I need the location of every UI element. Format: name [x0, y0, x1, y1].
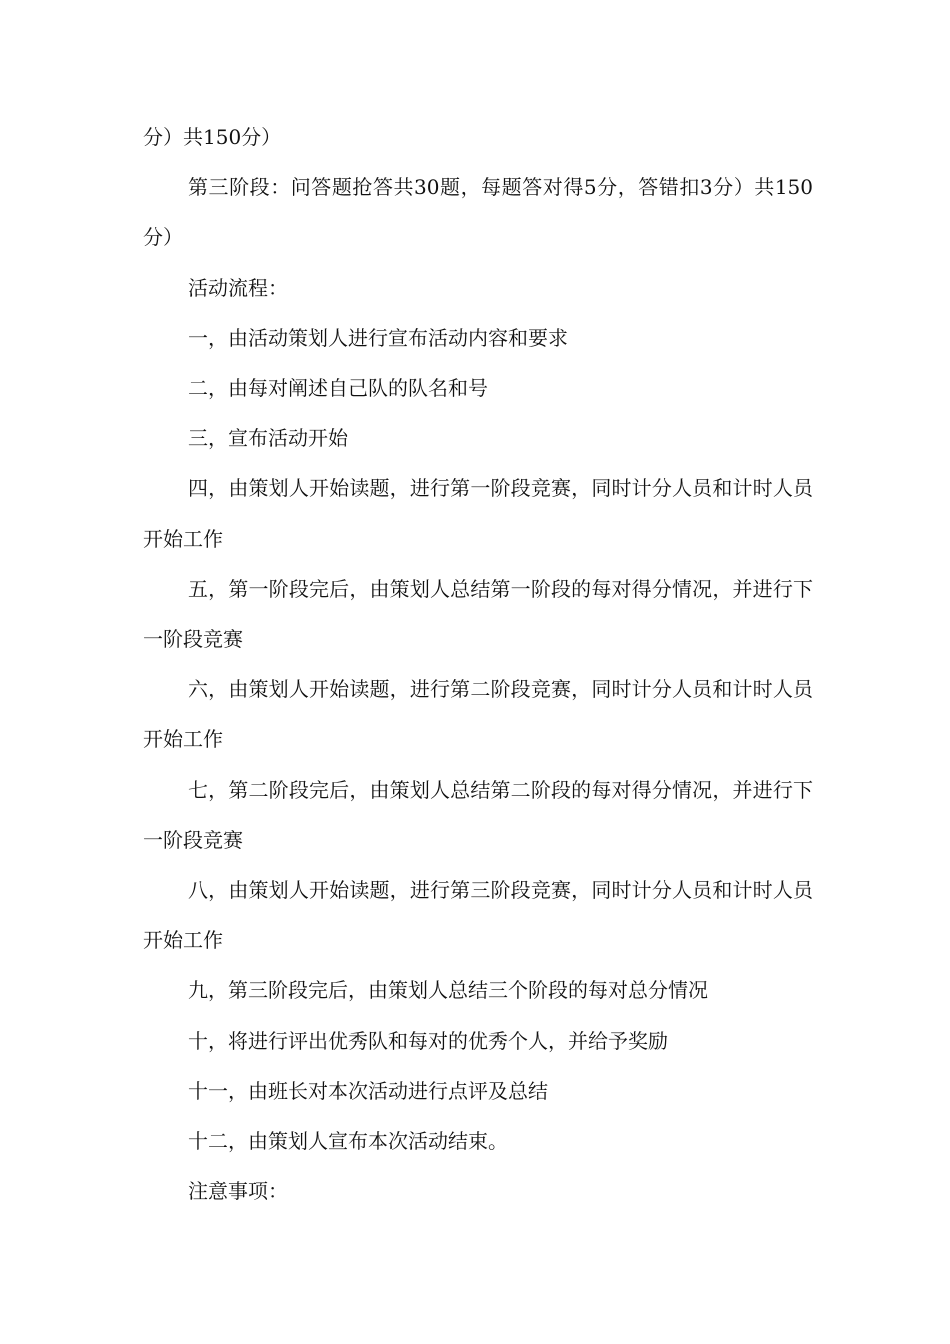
document-body: [143, 112, 813, 1216]
paragraph-step-7: 七，第二阶段完后，由策划人总结第二阶段的每对得分情况，并进行下一阶段竞赛: [143, 777, 813, 852]
paragraph-step-6: 六，由策划人开始读题，进行第二阶段竞赛，同时计分人员和计时人员开始工作: [143, 677, 813, 752]
paragraph-step-2: 二，由每对阐述自己队的队名和号: [188, 376, 488, 401]
paragraph-step-5: 五，第一阶段完后，由策划人总结第一阶段的每对得分情况，并进行下一阶段竞赛: [143, 576, 813, 652]
paragraph-step-10: 十，将进行评出优秀队和每对的优秀个人，并给予奖励: [188, 1028, 668, 1053]
paragraph-step-4: 四，由策划人开始读题，进行第一阶段竞赛，同时计分人员和计时人员开始工作: [143, 476, 813, 551]
paragraph-notes-heading: 注意事项：: [188, 1179, 288, 1204]
paragraph-step-12: 十二，由策划人宣布本次活动结束。: [188, 1129, 508, 1154]
paragraph-stage-three: 第三阶段：问答题抢答共30题，每题答对得5分，答错扣3分）共150分）: [143, 175, 813, 250]
paragraph-scoring-continued: 分）共150分）: [143, 125, 282, 149]
paragraph-process-heading: 活动流程：: [188, 275, 288, 300]
paragraph-step-11: 十一，由班长对本次活动进行点评及总结: [188, 1078, 548, 1103]
paragraph-step-9: 九，第三阶段完后，由策划人总结三个阶段的每对总分情况: [188, 978, 708, 1003]
paragraph-step-1: 一，由活动策划人进行宣布活动内容和要求: [188, 325, 568, 350]
paragraph-step-8: 八，由策划人开始读题，进行第三阶段竞赛，同时计分人员和计时人员开始工作: [143, 878, 813, 953]
paragraph-step-3: 三，宣布活动开始: [188, 426, 348, 451]
